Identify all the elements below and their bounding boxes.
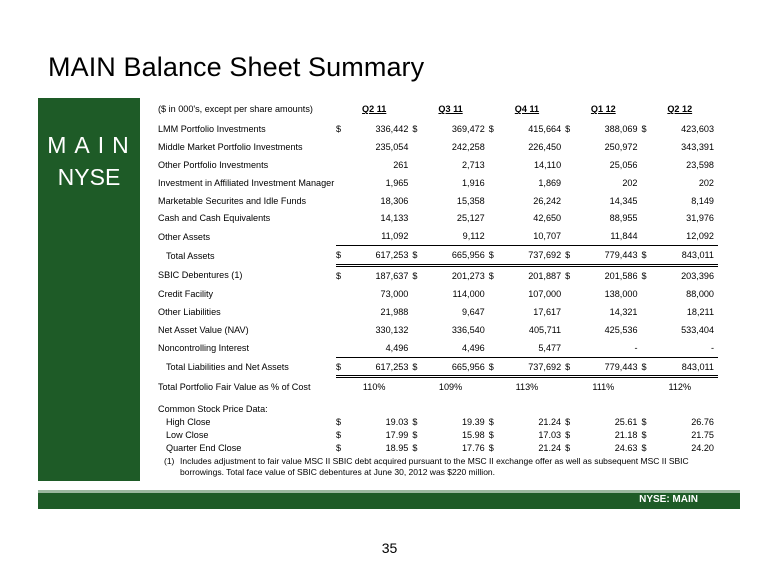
value-cell: 88,000 xyxy=(686,288,714,299)
dollar-sign xyxy=(489,192,527,210)
dollar-sign xyxy=(336,156,374,174)
dollar-sign xyxy=(336,303,374,321)
dollar-sign xyxy=(565,227,603,245)
dollar-sign xyxy=(565,138,603,156)
dollar-sign xyxy=(642,303,680,321)
value-cell: 12,092 xyxy=(680,227,718,245)
value-cell: 11,092 xyxy=(374,227,412,245)
row-label: Low Close xyxy=(166,429,209,440)
dollar-sign xyxy=(412,339,450,357)
value-cell: 369,472 xyxy=(451,123,485,134)
dollar-sign: $ xyxy=(488,271,494,282)
dollar-sign xyxy=(489,174,527,192)
value-cell: 26.76 xyxy=(691,416,714,427)
dollar-sign: $ xyxy=(565,442,571,453)
value-cell: 25,127 xyxy=(456,213,485,224)
value-cell: 617,253 xyxy=(374,357,412,377)
dollar-sign xyxy=(565,339,603,357)
dollar-sign xyxy=(412,192,450,210)
value-cell: 226,450 xyxy=(528,141,562,152)
value-cell: 250,972 xyxy=(604,141,638,152)
table-row-fair-value xyxy=(158,377,718,396)
percent-cell: 109% xyxy=(438,382,463,393)
value-cell: 11,844 xyxy=(603,227,641,245)
dollar-sign: $ xyxy=(489,357,527,377)
dollar-sign xyxy=(412,321,450,339)
table-row xyxy=(158,209,718,227)
dollar-sign: $ xyxy=(488,429,494,440)
dollar-sign xyxy=(565,303,603,321)
dollar-sign: $ xyxy=(488,442,494,453)
value-cell: 843,011 xyxy=(680,246,718,266)
dollar-sign xyxy=(336,339,374,357)
value-cell: 25.61 xyxy=(614,416,638,427)
value-cell: 617,253 xyxy=(374,246,412,266)
value-cell: 843,011 xyxy=(680,357,718,377)
value-cell: 73,000 xyxy=(380,288,409,299)
footer-ticker: NYSE: MAIN xyxy=(639,494,698,505)
table-row xyxy=(158,303,718,321)
dollar-sign xyxy=(489,209,527,227)
value-cell: 25,056 xyxy=(609,159,638,170)
dollar-sign: $ xyxy=(336,416,342,427)
value-cell: 14,345 xyxy=(609,195,638,206)
value-cell: 203,396 xyxy=(681,271,714,282)
dollar-sign xyxy=(489,321,527,339)
value-cell: 21.24 xyxy=(538,416,562,427)
value-cell: 330,132 xyxy=(375,324,409,335)
dollar-sign: $ xyxy=(336,123,342,134)
value-cell: 21.18 xyxy=(614,429,638,440)
value-cell: 42,650 xyxy=(533,213,562,224)
percent-cell: 111% xyxy=(592,382,615,393)
dollar-sign xyxy=(565,321,603,339)
dollar-sign xyxy=(642,209,680,227)
value-cell: 2,713 xyxy=(461,159,485,170)
value-cell: 15,358 xyxy=(456,195,485,206)
column-header: Q4 11 xyxy=(514,104,540,114)
dollar-sign: $ xyxy=(412,429,418,440)
dollar-sign: $ xyxy=(412,246,450,266)
value-cell: 114,000 xyxy=(452,288,485,299)
value-cell: 107,000 xyxy=(528,288,562,299)
dollar-sign: $ xyxy=(565,271,571,282)
value-cell: 17.76 xyxy=(461,442,485,453)
dollar-sign: $ xyxy=(642,246,680,266)
dollar-sign: $ xyxy=(641,416,647,427)
row-label: Common Stock Price Data: xyxy=(158,403,268,414)
table-row-stock-price-header xyxy=(158,402,718,415)
value-cell: 18,306 xyxy=(380,195,409,206)
dollar-sign xyxy=(565,209,603,227)
value-cell: 779,443 xyxy=(603,357,641,377)
value-cell: 21.24 xyxy=(538,442,562,453)
table-row xyxy=(158,246,718,266)
footnote-number: (1) xyxy=(164,456,175,466)
row-label: Total Liabilities and Net Assets xyxy=(166,362,289,373)
dollar-sign: $ xyxy=(412,271,418,282)
dollar-sign: $ xyxy=(565,246,603,266)
dollar-sign: $ xyxy=(641,429,647,440)
dollar-sign: $ xyxy=(412,442,418,453)
dollar-sign xyxy=(412,209,450,227)
row-label: Credit Facility xyxy=(158,288,214,299)
value-cell: 19.03 xyxy=(385,416,409,427)
dollar-sign xyxy=(489,138,527,156)
page-number: 35 xyxy=(381,540,398,556)
dollar-sign xyxy=(565,285,603,303)
value-cell: - xyxy=(680,339,718,357)
dollar-sign xyxy=(412,285,450,303)
row-label: Other Assets xyxy=(158,231,211,242)
dollar-sign xyxy=(412,303,450,321)
value-cell: 1,965 xyxy=(385,177,409,188)
row-label: Other Portfolio Investments xyxy=(158,159,269,170)
dollar-sign: $ xyxy=(565,123,571,134)
value-cell: 24.20 xyxy=(691,442,714,453)
dollar-sign xyxy=(642,227,680,245)
value-cell: 343,391 xyxy=(681,141,714,152)
dollar-sign xyxy=(412,227,450,245)
value-cell: 21,988 xyxy=(380,306,409,317)
footnote-text: Includes adjustment to fair value MSC II SBIC debt acquired pursuant to the MSC II exchange offer as well as subsequent MSC II SBIC borrowings. Total face value of SBIC debentures at June 30, 2012 was $220 million. xyxy=(180,456,689,477)
value-cell: 415,664 xyxy=(528,123,562,134)
column-header: Q3 11 xyxy=(438,104,463,114)
value-cell: 405,711 xyxy=(528,324,562,335)
page-title: MAIN Balance Sheet Summary xyxy=(48,52,425,82)
percent-cell: 110% xyxy=(362,382,386,393)
value-cell: 1,869 xyxy=(538,177,562,188)
dollar-sign xyxy=(489,156,527,174)
dollar-sign: $ xyxy=(641,442,647,453)
dollar-sign: $ xyxy=(412,357,450,377)
value-cell: 15.98 xyxy=(461,429,485,440)
footer-bar xyxy=(38,490,740,509)
footer-accent-line xyxy=(38,490,740,493)
table-row-stock-price xyxy=(158,441,718,454)
dollar-sign: $ xyxy=(336,442,342,453)
dollar-sign xyxy=(336,138,374,156)
dollar-sign xyxy=(412,156,450,174)
value-cell: 17.03 xyxy=(538,429,562,440)
column-header: Q1 12 xyxy=(590,104,616,114)
table-row xyxy=(158,192,718,210)
table-row xyxy=(158,321,718,339)
value-cell: 138,000 xyxy=(604,288,638,299)
dollar-sign xyxy=(642,156,680,174)
value-cell: 14,110 xyxy=(533,159,562,170)
row-label: SBIC Debentures (1) xyxy=(158,270,243,281)
dollar-sign xyxy=(336,209,374,227)
dollar-sign xyxy=(336,192,374,210)
value-cell: 779,443 xyxy=(603,246,641,266)
dollar-sign xyxy=(336,321,374,339)
dollar-sign: $ xyxy=(336,271,342,282)
row-label: High Close xyxy=(166,416,211,427)
value-cell: 336,442 xyxy=(375,123,409,134)
row-label: LMM Portfolio Investments xyxy=(158,123,266,134)
table-header-row xyxy=(158,98,718,120)
value-cell: 23,598 xyxy=(686,159,714,170)
balance-sheet-table xyxy=(158,98,718,454)
percent-cell: 112% xyxy=(668,382,692,393)
dollar-sign xyxy=(489,303,527,321)
dollar-sign xyxy=(489,285,527,303)
dollar-sign xyxy=(412,138,450,156)
dollar-sign: $ xyxy=(412,123,418,134)
table-row xyxy=(158,156,718,174)
value-cell: 17.99 xyxy=(385,429,409,440)
value-cell: 201,586 xyxy=(604,271,638,282)
row-label: Total Portfolio Fair Value as % of Cost xyxy=(158,381,311,392)
dollar-sign: $ xyxy=(565,416,571,427)
value-cell: 533,404 xyxy=(681,324,714,335)
table-row xyxy=(158,227,718,245)
value-cell: 18,211 xyxy=(686,306,714,317)
table-row-stock-price xyxy=(158,428,718,441)
dollar-sign: $ xyxy=(641,123,647,134)
value-cell: 24.63 xyxy=(614,442,638,453)
dollar-sign: $ xyxy=(489,246,527,266)
value-cell: 388,069 xyxy=(604,123,638,134)
dollar-sign: $ xyxy=(336,357,374,377)
dollar-sign: $ xyxy=(565,429,571,440)
dollar-sign xyxy=(489,339,527,357)
dollar-sign: $ xyxy=(412,416,418,427)
dollar-sign xyxy=(412,174,450,192)
sidebar-ticker-line1: MAIN xyxy=(47,132,137,158)
dollar-sign xyxy=(642,192,680,210)
row-label: Cash and Cash Equivalents xyxy=(158,213,271,224)
table-row xyxy=(158,285,718,303)
value-cell: 9,647 xyxy=(461,306,485,317)
value-cell: 5,477 xyxy=(527,339,565,357)
value-cell: - xyxy=(603,339,641,357)
value-cell: 10,707 xyxy=(527,227,565,245)
column-header: Q2 11 xyxy=(362,104,387,114)
sidebar-exchange-line2: NYSE xyxy=(57,164,121,190)
dollar-sign xyxy=(642,339,680,357)
dollar-sign: $ xyxy=(565,357,603,377)
value-cell: 14,321 xyxy=(609,306,638,317)
value-cell: 737,692 xyxy=(527,357,565,377)
table-row-stock-price xyxy=(158,415,718,428)
dollar-sign xyxy=(565,156,603,174)
value-cell: 201,273 xyxy=(451,271,485,282)
table-row xyxy=(158,357,718,377)
table-row xyxy=(158,138,718,156)
balance-sheet-table-container xyxy=(158,98,718,483)
table-row xyxy=(158,120,718,138)
value-cell: 26,242 xyxy=(533,195,562,206)
value-cell: 4,496 xyxy=(451,339,489,357)
percent-cell: 113% xyxy=(515,382,539,393)
table-row xyxy=(158,174,718,192)
dollar-sign: $ xyxy=(642,357,680,377)
row-label: Investment in Affiliated Investment Manager xyxy=(158,177,335,188)
dollar-sign: $ xyxy=(641,271,647,282)
dollar-sign: $ xyxy=(336,246,374,266)
row-label: Noncontrolling Interest xyxy=(158,342,249,353)
row-label: Net Asset Value (NAV) xyxy=(158,324,249,335)
value-cell: 187,637 xyxy=(375,271,409,282)
row-label: Other Liabilities xyxy=(158,306,221,317)
table-row xyxy=(158,339,718,357)
dollar-sign: $ xyxy=(488,123,494,134)
value-cell: 17,617 xyxy=(533,306,562,317)
value-cell: 423,603 xyxy=(681,123,714,134)
dollar-sign: $ xyxy=(488,416,494,427)
value-cell: 1,916 xyxy=(461,177,485,188)
dollar-sign xyxy=(336,227,374,245)
dollar-sign xyxy=(489,227,527,245)
value-cell: 9,112 xyxy=(451,227,489,245)
value-cell: 425,536 xyxy=(604,324,638,335)
value-cell: 88,955 xyxy=(609,213,638,224)
value-cell: 665,956 xyxy=(451,246,489,266)
column-header: Q2 12 xyxy=(667,104,693,114)
value-cell: 8,149 xyxy=(691,195,714,206)
value-cell: 21.75 xyxy=(691,429,714,440)
row-label: Total Assets xyxy=(166,250,215,261)
value-cell: 19.39 xyxy=(461,416,485,427)
dollar-sign xyxy=(336,285,374,303)
dollar-sign xyxy=(642,138,680,156)
value-cell: 202 xyxy=(622,177,638,188)
value-cell: 242,258 xyxy=(451,141,485,152)
unit-label: ($ in 000's, except per share amounts) xyxy=(158,104,313,114)
dollar-sign xyxy=(642,285,680,303)
value-cell: 336,540 xyxy=(451,324,485,335)
dollar-sign xyxy=(642,321,680,339)
dollar-sign: $ xyxy=(336,429,342,440)
sidebar-brand-panel xyxy=(38,98,140,481)
dollar-sign xyxy=(642,174,680,192)
value-cell: 737,692 xyxy=(527,246,565,266)
row-label: Quarter End Close xyxy=(166,442,242,453)
value-cell: 14,133 xyxy=(380,213,409,224)
dollar-sign xyxy=(336,174,374,192)
dollar-sign xyxy=(565,192,603,210)
value-cell: 4,496 xyxy=(374,339,412,357)
row-label: Marketable Securites and Idle Funds xyxy=(158,195,307,206)
value-cell: 31,976 xyxy=(686,213,714,224)
value-cell: 261 xyxy=(393,159,409,170)
value-cell: 18.95 xyxy=(385,442,409,453)
value-cell: 202 xyxy=(698,177,714,188)
dollar-sign xyxy=(565,174,603,192)
value-cell: 201,887 xyxy=(528,271,562,282)
value-cell: 235,054 xyxy=(375,141,409,152)
row-label: Middle Market Portfolio Investments xyxy=(158,141,303,152)
table-row xyxy=(158,266,718,285)
value-cell: 665,956 xyxy=(451,357,489,377)
